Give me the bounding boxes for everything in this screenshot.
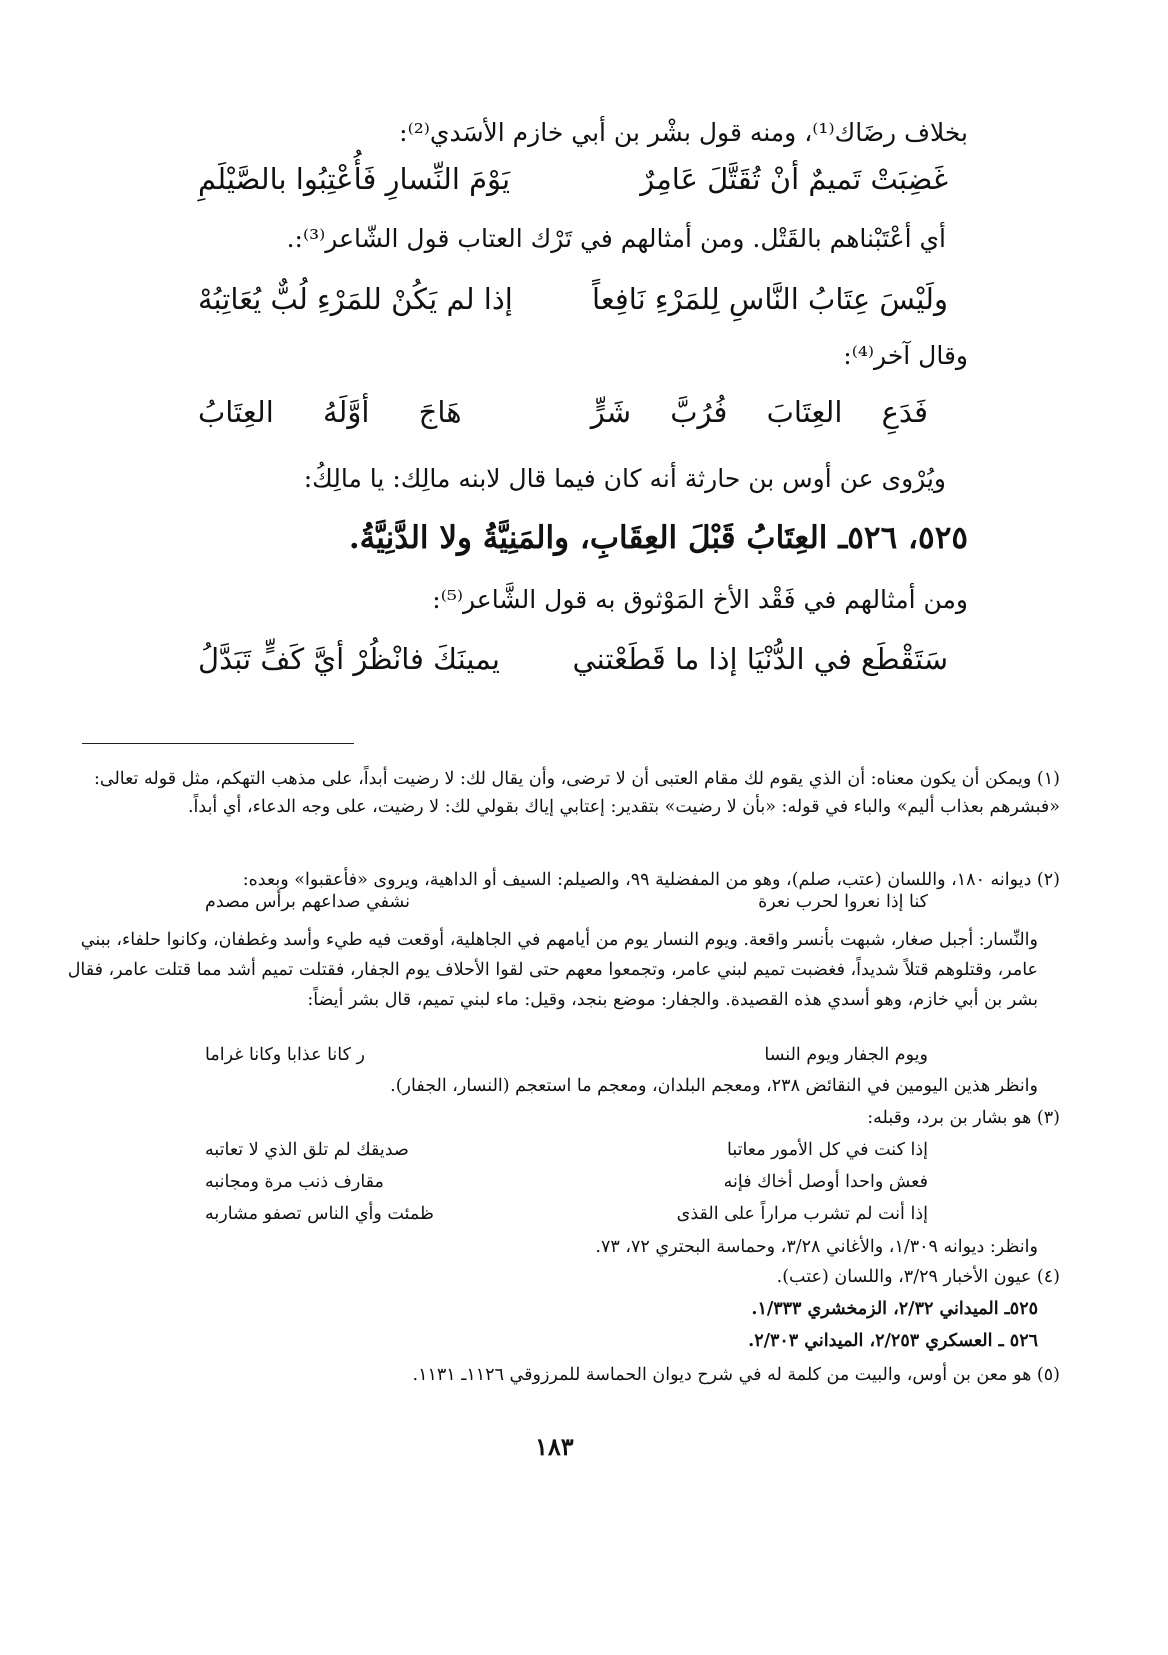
- footnote-526: ٥٢٦ ـ العسكري ٢/٢٥٣، الميداني ٢/٣٠٣.: [748, 1331, 1038, 1351]
- footnote-3-verse3-second: ظمئت وأي الناس تصفو مشاربه: [205, 1204, 434, 1224]
- footnote-2-verse2-first: ويوم الجفار ويوم النسا: [764, 1045, 928, 1065]
- prose-line-4: ويُرْوى عن أوس بن حارثة أنه كان فيما قال لابنه مالِك: يا مالِكُ:: [303, 464, 946, 493]
- footnote-3-intro: (٣) هو بشار بن برد، وقبله:: [867, 1108, 1060, 1128]
- footnote-3-verse1-first: إذا كنت في كل الأمور معاتبا: [726, 1140, 928, 1160]
- verse4-second-hemistich: يمينَكَ فانْظُرْ أيَّ كَفٍّ تَبَدَّلُ: [198, 642, 500, 676]
- footnote-525: ٥٢٥ـ الميداني ٢/٣٢، الزمخشري ١/٣٣٣.: [751, 1299, 1038, 1319]
- verse3-first-hemistich: فَدَعِ العِتَابَ فُرُبَّ شَرٍّ: [590, 395, 928, 429]
- footnote-2-verse-second: نشفي صداعهم برأس مصدم: [205, 892, 410, 912]
- verse2-second-hemistich: إذا لم يَكُنْ للمَرْءِ لُبٌّ يُعَاتِبُهْ: [198, 282, 513, 316]
- verse1-first-hemistich: غَضِبَتْ تَميمٌ أنْ تُقَتَّلَ عَامِرٌ: [640, 162, 948, 196]
- footnote-separator: [82, 743, 354, 744]
- footnote-2-intro: (٢) ديوانه ١٨٠، واللسان (عتب، صلم)، وهو من المفضلية ٩٩، والصيلم: السيف أو الداهية، ويروى «فأعقبوا» وبعده:: [242, 870, 1060, 890]
- verse1-second-hemistich: يَوْمَ النِّسارِ فَأُعْتِبُوا بالصَّيْلَمِ: [198, 162, 511, 196]
- footnote-3-verse2-second: مقارف ذنب مرة ومجانبه: [205, 1172, 384, 1192]
- footnote-2-verse2-second: ر كانا عذابا وكانا غراما: [205, 1045, 365, 1065]
- footnote-3-verse1-second: صديقك لم تلق الذي لا تعاتبه: [205, 1140, 409, 1160]
- verse4-first-hemistich: سَتَقْطَع في الدُّنْيَا إذا ما قَطَعْتني: [572, 642, 948, 676]
- footnote-5: (٥) هو معن بن أوس، والبيت من كلمة له في شرح ديوان الحماسة للمرزوقي ١١٢٦ـ ١١٣١.: [412, 1365, 1060, 1385]
- footnote-3-verse3-first: إذا أنت لم تشرب مراراً على القذى: [676, 1204, 928, 1224]
- footnote-2-body: والنِّسار: أجبل صغار، شبهت بأنسر واقعة. ويوم النسار يوم من أيامهم في الجاهلية، أوقعت فيه طيء وأسد وغطفان، وكانوا حلفاء، ببني عامر، وقتلوهم قتلاً شديداً، فغضبت تميم لبني عامر، وتجمعوا معهم حتى لقوا الأحلاف يوم الجفار، فقتلت تميم أشد مما قتلت عامر، فقال بشر بن أبي خازم، وهو أسدي هذه القصيدة. والجفار: موضع بنجد، وقيل: ماء لبني تميم، قال بشر أيضاً:: [67, 930, 1038, 1010]
- prose-line-2: أي أعْتَبْناهم بالقَتْل. ومن أمثالهم في تَرْك العتاب قول الشّاعر⁽³⁾:.: [286, 224, 946, 253]
- footnote-2-refs: وانظر هذين اليومين في النقائض ٢٣٨، ومعجم البلدان، ومعجم ما استعجم (النسار، الجفار).: [390, 1076, 1038, 1096]
- footnote-2-verse-first: كنا إذا نعروا لحرب نعرة: [758, 892, 928, 912]
- footnote-4: (٤) عيون الأخبار ٣/٢٩، واللسان (عتب).: [776, 1267, 1060, 1287]
- verse3-second-hemistich: هَاجَ أوَّلَهُ العِتَابُ: [198, 395, 462, 429]
- prose-line-5: ومن أمثالهم في فَقْد الأخ المَوْثوق به قول الشَّاعر⁽⁵⁾:: [432, 585, 968, 614]
- prose-line-1: بخلاف رضَاك⁽¹⁾، ومنه قول بشْر بن أبي خازم الأسَدي⁽²⁾:: [399, 118, 968, 147]
- page-number: ١٨٣: [535, 1432, 574, 1461]
- footnote-3-verse2-first: فعش واحدا أوصل أخاك فإنه: [723, 1172, 928, 1192]
- footnote-1: (١) ويمكن أن يكون معناه: أن الذي يقوم لك مقام العتبى أن لا ترضى، وأن يقال لك: لا رضيت أبداً، على مذهب التهكم، مثل قوله تعالى: «فبشرهم بعذاب أليم» والباء في قوله: «بأن لا رضيت» بتقدير: إعتابي إياك بقولي لك: لا رضيت، على وجه الدعاء، أي أبداً.: [93, 769, 1060, 817]
- verse2-first-hemistich: ولَيْسَ عِتَابُ النَّاسِ لِلمَرْءِ نَافِعاً: [592, 282, 948, 316]
- footnote-3-refs: وانظر: ديوانه ١/٣٠٩، والأغاني ٣/٢٨، وحماسة البحتري ٧٢، ٧٣.: [595, 1237, 1038, 1257]
- proverb-heading: ٥٢٥، ٥٢٦ـ العِتَابُ قَبْلَ العِقَابِ، والمَنِيَّةُ ولا الدَّنِيَّةُ.: [348, 520, 968, 556]
- prose-line-3: وقال آخر⁽⁴⁾:: [843, 341, 968, 370]
